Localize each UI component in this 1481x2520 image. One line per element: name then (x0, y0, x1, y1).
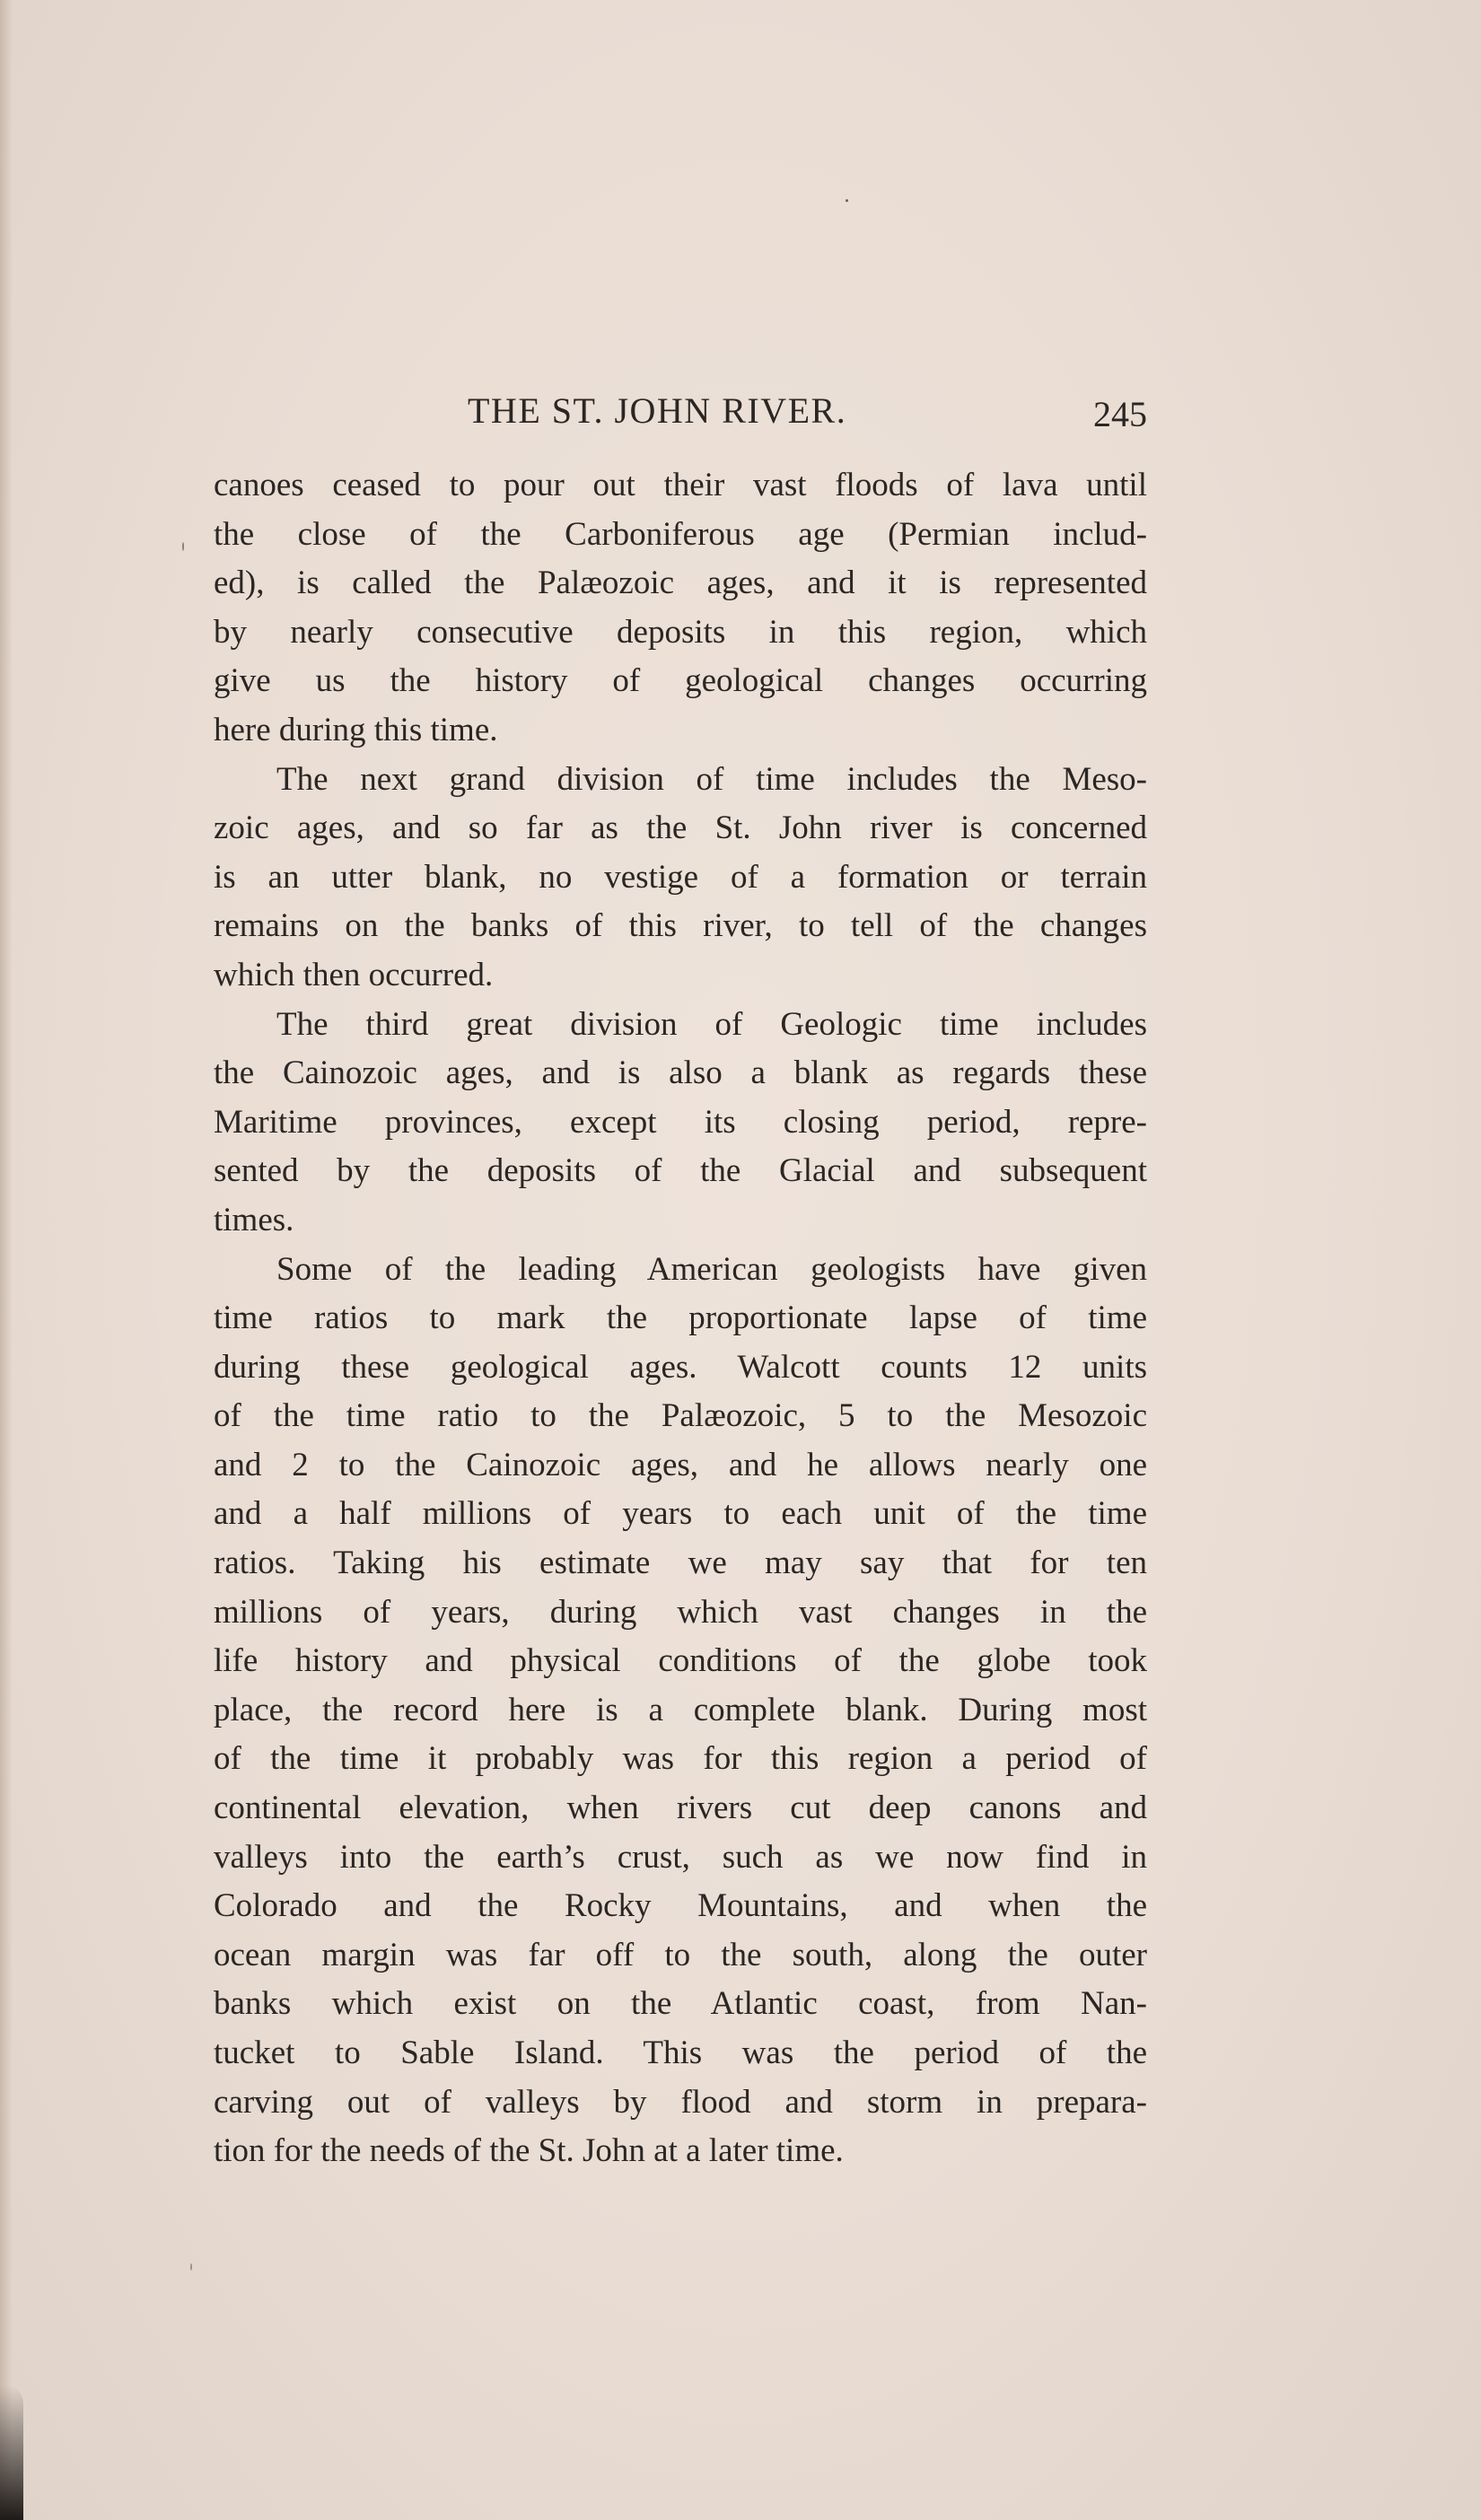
text-line: remains on the banks of this river, to tell of the changes (214, 907, 1147, 945)
text-line: valleys into the earth’s crust, such as we now find in (214, 1838, 1147, 1876)
text-line: time ratios to mark the proportionate lapse of time (214, 1299, 1147, 1337)
text-line: here during this time. (214, 711, 498, 748)
text-line: millions of years, during which vast changes in the (214, 1593, 1147, 1631)
text-line: continental elevation, when rivers cut deep canons and (214, 1789, 1147, 1827)
text-line: and 2 to the Cainozoic ages, and he allows nearly one (214, 1446, 1147, 1483)
paragraph (214, 1001, 1147, 1246)
text-line: and a half millions of years to each unit of the time (214, 1495, 1147, 1533)
text-line: banks which exist on the Atlantic coast, from Nan- (214, 1985, 1147, 2023)
text-line: by nearly consecutive deposits in this region, which (214, 613, 1147, 651)
gutter-shadow (0, 0, 13, 2520)
text-line: times. (214, 1201, 294, 1238)
text-line: tucket to Sable Island. This was the period of the (214, 2034, 1147, 2071)
text-line: Some of the leading American geologists have given (276, 1250, 1147, 1288)
text-line: canoes ceased to pour out their vast floods of lava until (214, 467, 1147, 503)
text-line: The third great division of Geologic time includes (276, 1005, 1147, 1043)
text-line: carving out of valleys by flood and storm in prepara- (214, 2083, 1147, 2121)
text-line: ocean margin was far off to the south, along the outer (214, 1936, 1147, 1973)
text-line: the close of the Carboniferous age (Permian includ- (214, 515, 1147, 553)
paper-speck (846, 199, 848, 202)
text-line: zoic ages, and so far as the St. John river is concerned (214, 809, 1147, 847)
text-line: give us the history of geological changes occurring (214, 662, 1147, 700)
text-line: ratios. Taking his estimate we may say that for ten (214, 1544, 1147, 1582)
paper-speck (182, 542, 184, 551)
paragraph (214, 1246, 1147, 2176)
paragraph (214, 461, 1147, 756)
text-line: during these geological ages. Walcott counts 12 units (214, 1348, 1147, 1386)
text-line: life history and physical conditions of the globe took (214, 1642, 1147, 1680)
binding-shadow (0, 2385, 23, 2520)
text-line: Maritime provinces, except its closing period, repre- (214, 1103, 1147, 1141)
text-line: of the time it probably was for this region a period of (214, 1740, 1147, 1778)
text-line: tion for the needs of the St. John at a later time. (214, 2132, 844, 2170)
text-line: ed), is called the Palæozoic ages, and it is represented (214, 564, 1147, 602)
text-line: The next grand division of time includes the Meso- (276, 760, 1147, 798)
text-line: Colorado and the Rocky Mountains, and when the (214, 1887, 1147, 1925)
page-number: 245 (1093, 394, 1147, 434)
body-text (214, 461, 1147, 2176)
text-line: is an utter blank, no vestige of a formation or terrain (214, 858, 1147, 896)
running-title: THE ST. JOHN RIVER. (468, 390, 847, 431)
paper-speck (190, 2263, 192, 2271)
text-line: place, the record here is a complete blank. During most (214, 1691, 1147, 1728)
text-line: sented by the deposits of the Glacial and subsequent (214, 1152, 1147, 1190)
running-head (214, 389, 1147, 443)
paragraph (214, 756, 1147, 1001)
text-line: which then occurred. (214, 956, 494, 993)
text-line: the Cainozoic ages, and is also a blank as regards these (214, 1054, 1147, 1092)
text-line: of the time ratio to the Palæozoic, 5 to the Mesozoic (214, 1397, 1147, 1435)
